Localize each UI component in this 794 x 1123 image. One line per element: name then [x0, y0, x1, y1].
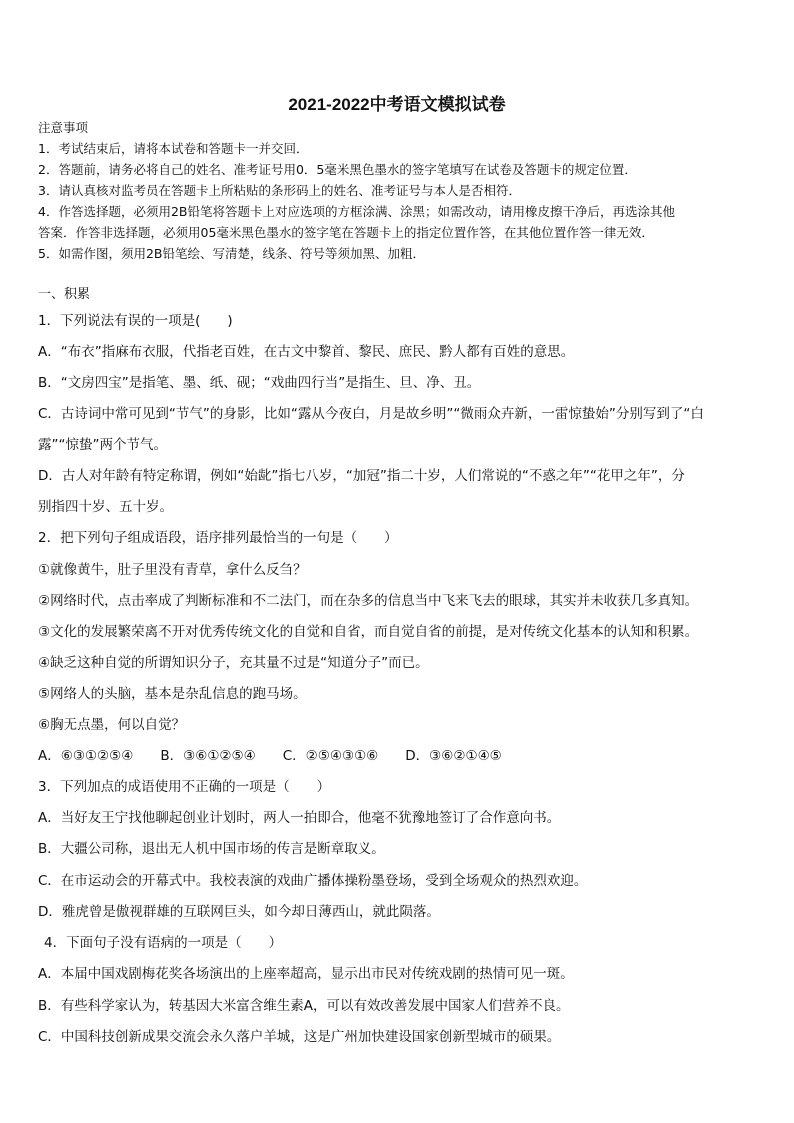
sentence-5: ⑤网络人的头脑，基本是杂乱信息的跑马场。 [38, 686, 307, 702]
option-a: A．本届中国戏剧梅花奖各场演出的上座率超高，显示出市民对传统戏剧的热情可见一斑。 [38, 966, 574, 982]
option-c-cont: 露”“惊蛰”两个节气。 [38, 437, 167, 453]
option-b: B．“文房四宝”是指笔、墨、纸、砚；“戏曲四行当”是指生、旦、净、丑。 [38, 375, 481, 391]
notes-item: 2．答题前，请务必将自己的姓名、准考证号用0．5毫米黑色墨水的签字笔填写在试卷及答题卡的规定位置． [38, 162, 637, 177]
option-a: A．当好友王宁找他聊起创业计划时，两人一拍即合，他毫不犹豫地签订了合作意向书。 [38, 810, 561, 826]
sentence-4: ④缺乏这种自觉的所谓知识分子，充其量不过是“知道分子”而已。 [38, 655, 429, 671]
option-d: D．古人对年龄有特定称谓，例如“始龀”指七八岁，“加冠”指二十岁，人们常说的“不惑之年”“花甲之年”，分 [38, 468, 685, 484]
option-d: D．雅虎曾是傲视群雄的互联网巨头，如今却日薄西山，就此陨落。 [38, 904, 440, 920]
notes-item: 4．作答选择题，必须用2B铅笔将答题卡上对应选项的方框涂满、涂黑；如需改动，请用橡皮擦干净后，再选涂其他 [38, 204, 675, 219]
option-b: B．有些科学家认为，转基因大米富含维生素A，可以有效改善发展中国家人们营养不良。 [38, 998, 570, 1014]
option-c: C．在市运动会的开幕式中。我校表演的戏曲广播体操粉墨登场，受到全场观众的热烈欢迎。 [38, 873, 588, 889]
option-d-cont: 别指四十岁、五十岁。 [38, 499, 173, 515]
option-c: C．中国科技创新成果交流会永久落户羊城，这是广州加快建设国家创新型城市的硕果。 [38, 1029, 561, 1045]
page-title: 2021-2022中考语文模拟试卷 [288, 95, 506, 114]
question-stem: 3．下列加点的成语使用不正确的一项是（ ） [38, 779, 331, 795]
question-stem: 1．下列说法有误的一项是( ) [38, 313, 233, 329]
sentence-2: ②网络时代，点击率成了判断标准和不二法门，而在杂多的信息当中飞来飞去的眼球，其实并未收获几多真知。 [38, 593, 699, 609]
option-b: B．大疆公司称，退出无人机中国市场的传言是断章取义。 [38, 841, 385, 857]
notes-item: 1．考试结束后，请将本试卷和答题卡一并交回． [38, 141, 309, 156]
option-a: A．“布衣”指麻布衣服，代指老百姓，在古文中黎首、黎民、庶民、黔人都有百姓的意思。 [38, 344, 575, 360]
option-c: C．古诗词中常可见到“节气”的身影，比如“露从今夜白，月是故乡明”“微雨众卉新，一雷惊蛰始”分别写到了“白 [38, 406, 704, 422]
notes-item: 3．请认真核对监考员在答题卡上所粘贴的条形码上的姓名、准考证号与本人是否相符． [38, 183, 521, 198]
sentence-1: ①就像黄牛，肚子里没有青草，拿什么反刍？ [38, 562, 307, 578]
sentence-6: ⑥胸无点墨，何以自觉？ [38, 717, 186, 733]
notes-heading: 注意事项 [38, 120, 89, 135]
sentence-3: ③文化的发展繁荣离不开对优秀传统文化的自觉和自省，而自觉自省的前提，是对传统文化基本的认知和积累。 [38, 624, 699, 640]
notes-item: 5．如需作图，须用2B铅笔绘、写清楚，线条、符号等须加黑、加粗． [38, 246, 425, 261]
notes-item: 答案．作答非选择题，必须用05毫米黑色墨水的签字笔在答题卡上的指定位置作答，在其他位置作答一律无效． [38, 225, 654, 240]
section-heading: 一、积累 [38, 287, 91, 302]
options-row: A．⑥③①②⑤④ B．③⑥①②⑤④ C．②⑤④③①⑥ D．③⑥②①④⑤ [38, 748, 502, 764]
question-stem: 4．下面句子没有语病的一项是（ ） [44, 935, 283, 951]
question-stem: 2．把下列句子组成语段，语序排列最恰当的一句是（ ） [38, 530, 398, 546]
